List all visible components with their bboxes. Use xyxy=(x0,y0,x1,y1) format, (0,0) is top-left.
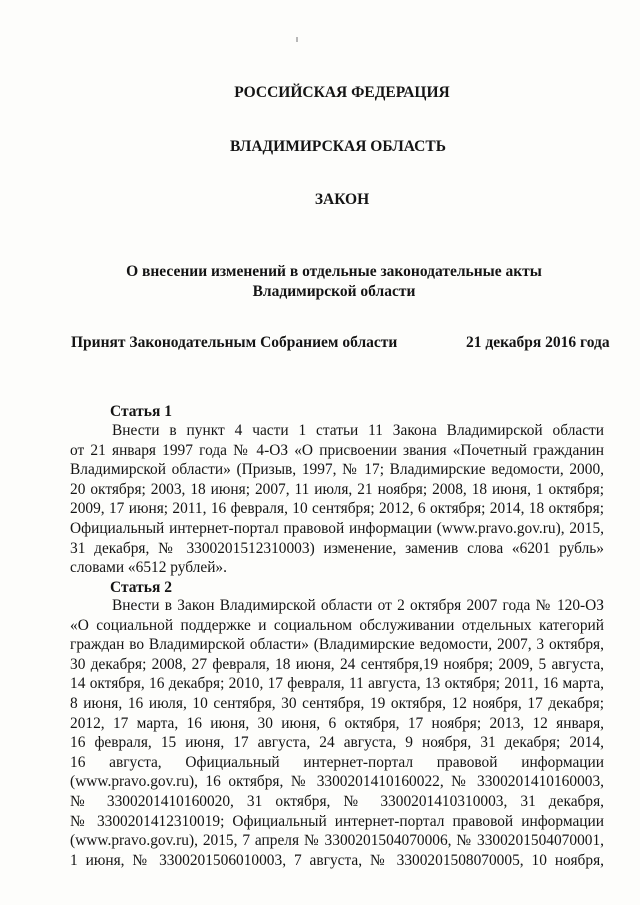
text-line: (www.pravo.gov.ru), 2015, 7 апреля № 3300201504070006, № 3300201504070001, xyxy=(70,832,604,850)
text-line: граждан во Владимирской области» (Владимирские ведомости, 2007, 3 октября, xyxy=(70,636,604,654)
text-line: № 3300201410160020, 31 октября, № 3300201410310003, 31 декабря, xyxy=(70,792,604,810)
text-line: словами «6512 рублей». xyxy=(70,559,227,577)
article-2-heading: Статья 2 xyxy=(110,579,172,596)
article-2-text xyxy=(70,596,604,870)
header-federation: РОССИЙСКАЯ ФЕДЕРАЦИЯ xyxy=(234,84,450,101)
scan-mark xyxy=(296,37,298,42)
article-1-heading: Статья 1 xyxy=(110,403,172,420)
header-region: ВЛАДИМИРСКАЯ ОБЛАСТЬ xyxy=(230,138,446,155)
text-line: 1 июня, № 3300201506010003, 7 августа, № 3300201508070005, 10 ноября, xyxy=(70,851,604,869)
article-1-text xyxy=(70,421,604,578)
text-line: (www.pravo.gov.ru), 16 октября, № 3300201410160022, № 3300201410160003, xyxy=(70,773,604,791)
law-title-line-2: Владимирской области xyxy=(252,283,416,300)
adopted-by: Принят Законодательным Собранием области xyxy=(71,334,398,351)
text-line: Официальный интернет-портал правовой информации (www.pravo.gov.ru), 2015, xyxy=(70,519,604,537)
text-line: «О социальной поддержке и социальном обслуживании отдельных категорий xyxy=(70,616,604,634)
text-line: 2009, 17 июня; 2011, 16 февраля, 10 сентября; 2012, 6 октября; 2014, 18 октября; xyxy=(70,500,604,518)
text-line: Внести в Закон Владимирской области от 2 октября 2007 года № 120-ОЗ xyxy=(112,597,604,614)
text-line: от 21 января 1997 года № 4-ОЗ «О присвоении звания «Почетный гражданин xyxy=(70,441,604,459)
text-line: 31 декабря, № 3300201512310003) изменение, заменив слова «6201 рубль» xyxy=(70,539,604,557)
law-title-line-1: О внесении изменений в отдельные законодательные акты xyxy=(126,263,542,280)
text-line: Владимирской области» (Призыв, 1997, № 17; Владимирские ведомости, 2000, xyxy=(70,461,604,479)
header-doc-type: ЗАКОН xyxy=(314,191,370,208)
text-line: 14 октября, 16 декабря; 2010, 17 февраля, 11 августа, 13 октября; 2011, 16 марта, xyxy=(70,675,604,693)
adopted-date: 21 декабря 2016 года xyxy=(466,334,610,351)
text-line: 16 августа, Официальный интернет-портал правовой информации xyxy=(70,753,604,771)
text-line: 16 февраля, 15 июня, 17 августа, 24 августа, 9 ноября, 31 декабря; 2014, xyxy=(70,734,604,752)
text-line: 30 декабря; 2008, 27 февраля, 18 июня, 24 сентября,19 ноября; 2009, 5 августа, xyxy=(70,655,604,673)
text-line: № 3300201412310019; Официальный интернет-портал правовой информации xyxy=(70,812,604,830)
text-line: Внести в пункт 4 части 1 статьи 11 Закона Владимирской области xyxy=(112,422,604,439)
text-line: 2012, 17 марта, 16 июня, 30 июня, 6 октября, 17 ноября; 2013, 12 января, xyxy=(70,714,604,732)
text-line: 8 июня, 16 июля, 10 сентября, 30 сентября, 19 октября, 12 ноября, 17 декабря; xyxy=(70,694,604,712)
text-line: 20 октября; 2003, 18 июня; 2007, 11 июля, 21 ноября; 2008, 18 июня, 1 октября; xyxy=(70,480,604,498)
